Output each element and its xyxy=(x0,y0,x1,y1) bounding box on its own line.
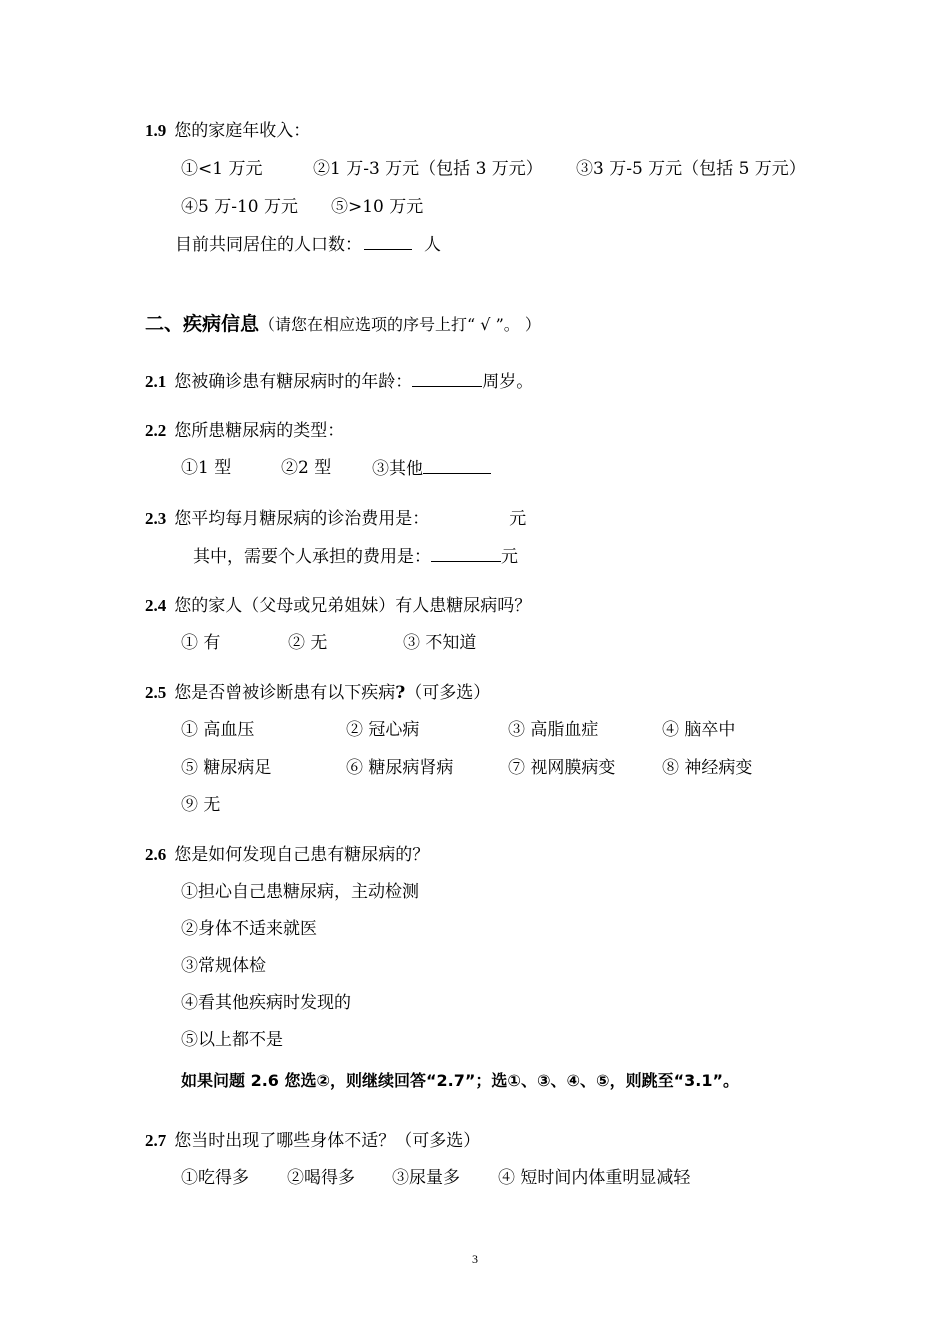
personal-cost-field[interactable] xyxy=(431,545,501,562)
option-1[interactable]: ①1 型 xyxy=(181,458,232,478)
skip-instruction: 如果问题 2.6 您选②，则继续回答“2.7”；选①、③、④、⑤，则跳至“3.1”。 xyxy=(181,1071,739,1090)
page-number: 3 xyxy=(472,1252,478,1266)
question-2-2 xyxy=(145,420,344,442)
option-1[interactable]: ① 高血压 xyxy=(181,720,255,740)
household-count-field[interactable] xyxy=(364,233,412,250)
question-number: 2.3 xyxy=(145,509,167,528)
question-2-3 xyxy=(145,508,526,530)
section-title: 二、疾病信息 xyxy=(145,313,260,335)
option-7[interactable]: ⑦ 视网膜病变 xyxy=(508,758,616,778)
option-1[interactable]: ①担心自己患糖尿病，主动检测 xyxy=(181,882,419,902)
option-8[interactable]: ⑧ 神经病变 xyxy=(662,758,753,778)
question-2-7 xyxy=(145,1130,480,1152)
option-4[interactable]: ④看其他疾病时发现的 xyxy=(181,993,351,1013)
option-2[interactable]: ②身体不适来就医 xyxy=(181,919,317,939)
question-text: 您是如何发现自己患有糖尿病的？ xyxy=(174,845,430,865)
option-2[interactable]: ② 无 xyxy=(288,633,328,653)
option-4[interactable]: ④ 脑卒中 xyxy=(662,720,736,740)
option-6[interactable]: ⑥ 糖尿病肾病 xyxy=(346,758,454,778)
question-number: 2.1 xyxy=(145,372,167,391)
section-heading xyxy=(145,313,541,336)
question-2-1 xyxy=(145,370,533,393)
question-text: 您平均每月糖尿病的诊治费用是： xyxy=(174,509,430,529)
option-label: ③其他 xyxy=(372,459,423,479)
question-text: 您是否曾被诊断患有以下疾病 xyxy=(174,683,396,703)
option-3[interactable]: ③尿量多 xyxy=(392,1168,460,1188)
option-5[interactable]: ⑤>10 万元 xyxy=(331,197,424,217)
age-field[interactable] xyxy=(412,370,482,387)
option-2[interactable]: ②2 型 xyxy=(281,458,332,478)
option-5[interactable]: ⑤ 糖尿病足 xyxy=(181,758,272,778)
option-3[interactable]: ③ 不知道 xyxy=(403,633,477,653)
option-3[interactable]: ③ 高脂血症 xyxy=(508,720,599,740)
question-text: 您被确诊患有糖尿病时的年龄： xyxy=(174,372,413,392)
option-9[interactable]: ⑨ 无 xyxy=(181,795,221,815)
question-text: 您的家人（父母或兄弟姐妹）有人患糖尿病吗？ xyxy=(174,596,532,616)
question-2-4 xyxy=(145,595,531,617)
option-2[interactable]: ②1 万-3 万元（包括 3 万元） xyxy=(313,159,543,179)
question-2-5 xyxy=(145,682,490,704)
unit-text: 元 xyxy=(509,509,527,529)
section-note: （请您在相应选项的序号上打“ √ ”。 ） xyxy=(259,315,541,334)
question-text: 您所患糖尿病的类型： xyxy=(174,421,345,441)
question-text: 您当时出现了哪些身体不适？（可多选） xyxy=(174,1131,481,1151)
option-1[interactable]: ① 有 xyxy=(181,633,221,653)
unit-text: 周岁。 xyxy=(482,372,534,392)
option-4[interactable]: ④5 万-10 万元 xyxy=(181,197,298,217)
option-3[interactable]: ③3 万-5 万元（包括 5 万元） xyxy=(576,159,806,179)
other-type-field[interactable] xyxy=(423,457,491,474)
question-number: 2.7 xyxy=(145,1131,167,1150)
question-number: 2.4 xyxy=(145,596,167,615)
question-2-6 xyxy=(145,844,429,866)
option-3-other[interactable] xyxy=(372,457,491,480)
sub-question-text: 其中，需要个人承担的费用是： xyxy=(193,547,431,567)
option-4[interactable]: ④ 短时间内体重明显减轻 xyxy=(498,1168,691,1188)
question-mark: ? xyxy=(395,683,406,703)
option-1[interactable]: ①<1 万元 xyxy=(181,159,263,179)
question-number: 2.6 xyxy=(145,845,167,864)
question-number: 1.9 xyxy=(145,121,167,140)
household-unit: 人 xyxy=(424,235,441,255)
question-number: 2.5 xyxy=(145,683,167,702)
question-number: 2.2 xyxy=(145,421,167,440)
question-1-9 xyxy=(145,120,310,142)
option-1[interactable]: ①吃得多 xyxy=(181,1168,249,1188)
household-label: 目前共同居住的人口数： xyxy=(175,235,362,255)
option-5[interactable]: ⑤以上都不是 xyxy=(181,1030,283,1050)
option-2[interactable]: ②喝得多 xyxy=(287,1168,355,1188)
option-2[interactable]: ② 冠心病 xyxy=(346,720,420,740)
option-3[interactable]: ③常规体检 xyxy=(181,956,266,976)
question-text: 您的家庭年收入： xyxy=(174,121,311,141)
household-count-line xyxy=(175,233,441,256)
unit-text: 元 xyxy=(501,547,518,567)
multi-select-note: （可多选） xyxy=(405,683,491,703)
question-2-3-sub xyxy=(193,545,518,568)
